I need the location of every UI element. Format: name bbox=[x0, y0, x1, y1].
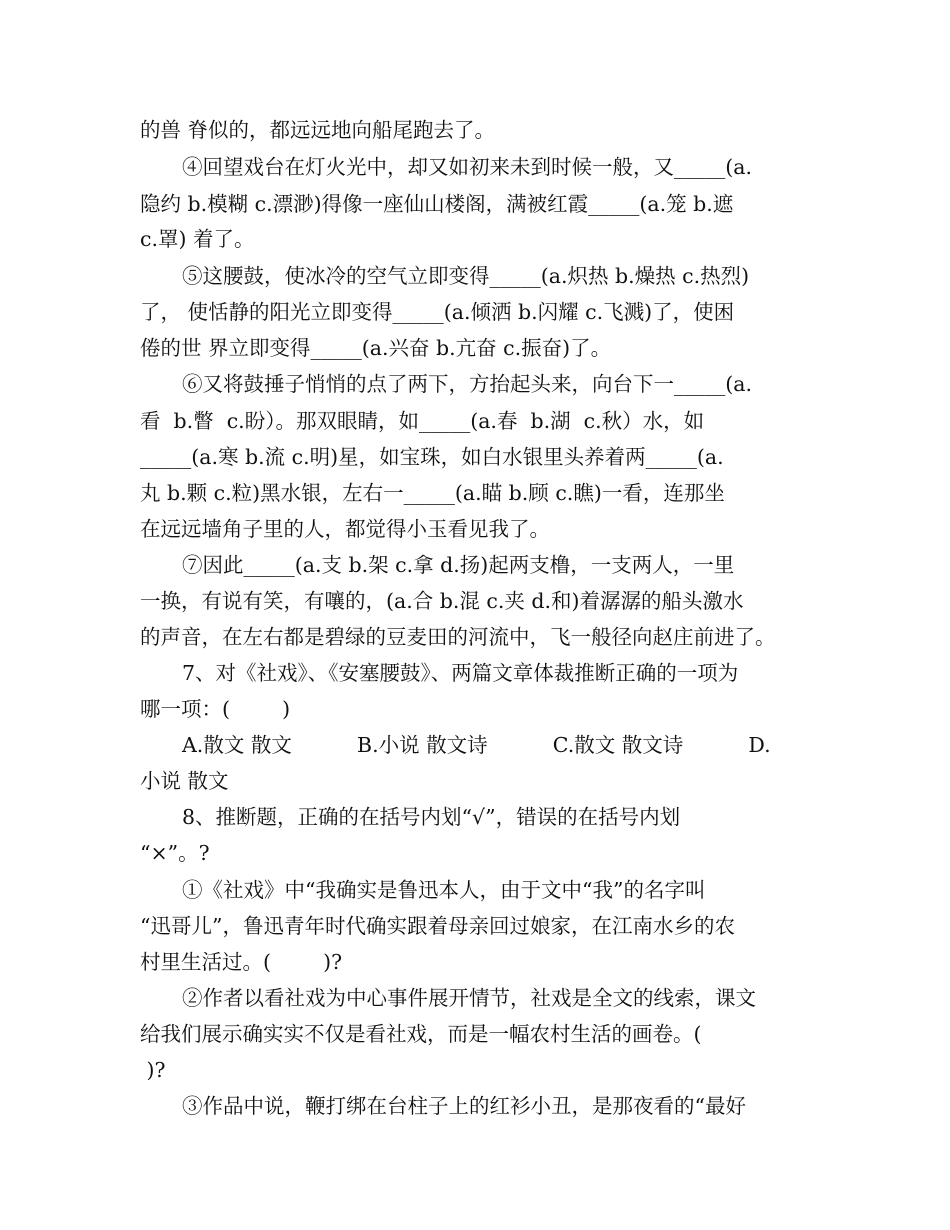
text-line: 给我们展示确实实不仅是看社戏，而是一幅农村生活的画卷。( bbox=[140, 1022, 702, 1046]
text-line: _____(a.寒 b.流 c.明)星，如宝珠，如白水银里头养着两_____(a. bbox=[140, 445, 724, 469]
text-line: c.罩) 着了。 bbox=[140, 227, 255, 251]
text-line: “×”。? bbox=[140, 841, 210, 865]
text-line: ②作者以看社戏为中心事件展开情节，社戏是全文的线索，课文 bbox=[182, 986, 756, 1010]
text-line: ⑤这腰鼓，使冰冷的空气立即变得_____(a.炽热 b.燥热 c.热烈) bbox=[182, 264, 750, 288]
text-line: )? bbox=[140, 1058, 166, 1082]
text-line: “迅哥儿”，鲁迅青年时代确实跟着母亲回过娘家，在江南水乡的农 bbox=[140, 914, 735, 938]
text-line: 丸 b.颗 c.粒)黑水银，左右一_____(a.瞄 b.顾 c.瞧)一看，连那坐 bbox=[140, 481, 725, 505]
text-line: 7、对《社戏》、《安塞腰鼓》、两篇文章体裁推断正确的一项为 bbox=[182, 661, 739, 685]
text-line: 哪一项：( ) bbox=[140, 697, 291, 721]
text-line: ④回望戏台在灯火光中，却又如初来未到时候一般，又_____(a. bbox=[182, 155, 752, 179]
text-line: 8、推断题，正确的在括号内划“√”，错误的在括号内划 bbox=[182, 805, 681, 829]
text-line: ③作品中说，鞭打绑在台柱子上的红衫小丑，是那夜看的“最好 bbox=[182, 1094, 746, 1118]
text-line: 了， 使恬静的阳光立即变得_____(a.倾洒 b.闪耀 c.飞溅)了，使困 bbox=[140, 300, 735, 324]
text-line: A.散文 散文 B.小说 散文诗 C.散文 散文诗 D. bbox=[182, 733, 771, 757]
text-line: 一换，有说有笑，有嚷的，(a.合 b.混 c.夹 d.和)着潺潺的船头激水 bbox=[140, 589, 744, 613]
text-line: 的兽 脊似的，都远远地向船尾跑去了。 bbox=[140, 118, 496, 142]
text-line: 隐约 b.模糊 c.漂渺)得像一座仙山楼阁，满被红霞_____(a.笼 b.遮 bbox=[140, 192, 734, 216]
text-line: ⑥又将鼓捶子悄悄的点了两下，方抬起头来，向台下一_____(a. bbox=[182, 372, 752, 396]
text-line: 倦的世 界立即变得_____(a.兴奋 b.亢奋 c.振奋)了。 bbox=[140, 336, 612, 360]
text-line: 的声音，在左右都是碧绿的豆麦田的河流中，飞一般径向赵庄前进了。 bbox=[140, 625, 776, 649]
text-line: ①《社戏》中“我确实是鲁迅本人，由于文中“我”的名字叫 bbox=[182, 878, 706, 902]
text-line: 村里生活过。( )? bbox=[140, 950, 343, 974]
text-line: 在远远墙角子里的人，都觉得小玉看见我了。 bbox=[140, 517, 550, 541]
text-line: ⑦因此_____(a.支 b.架 c.拿 d.扬)起两支橹，一支两人，一里 bbox=[182, 553, 735, 577]
text-line: 看 b.瞥 c.盼）。那双眼睛，如_____(a.春 b.湖 c.秋）水，如 bbox=[140, 409, 705, 433]
text-line: 小说 散文 bbox=[140, 769, 229, 793]
